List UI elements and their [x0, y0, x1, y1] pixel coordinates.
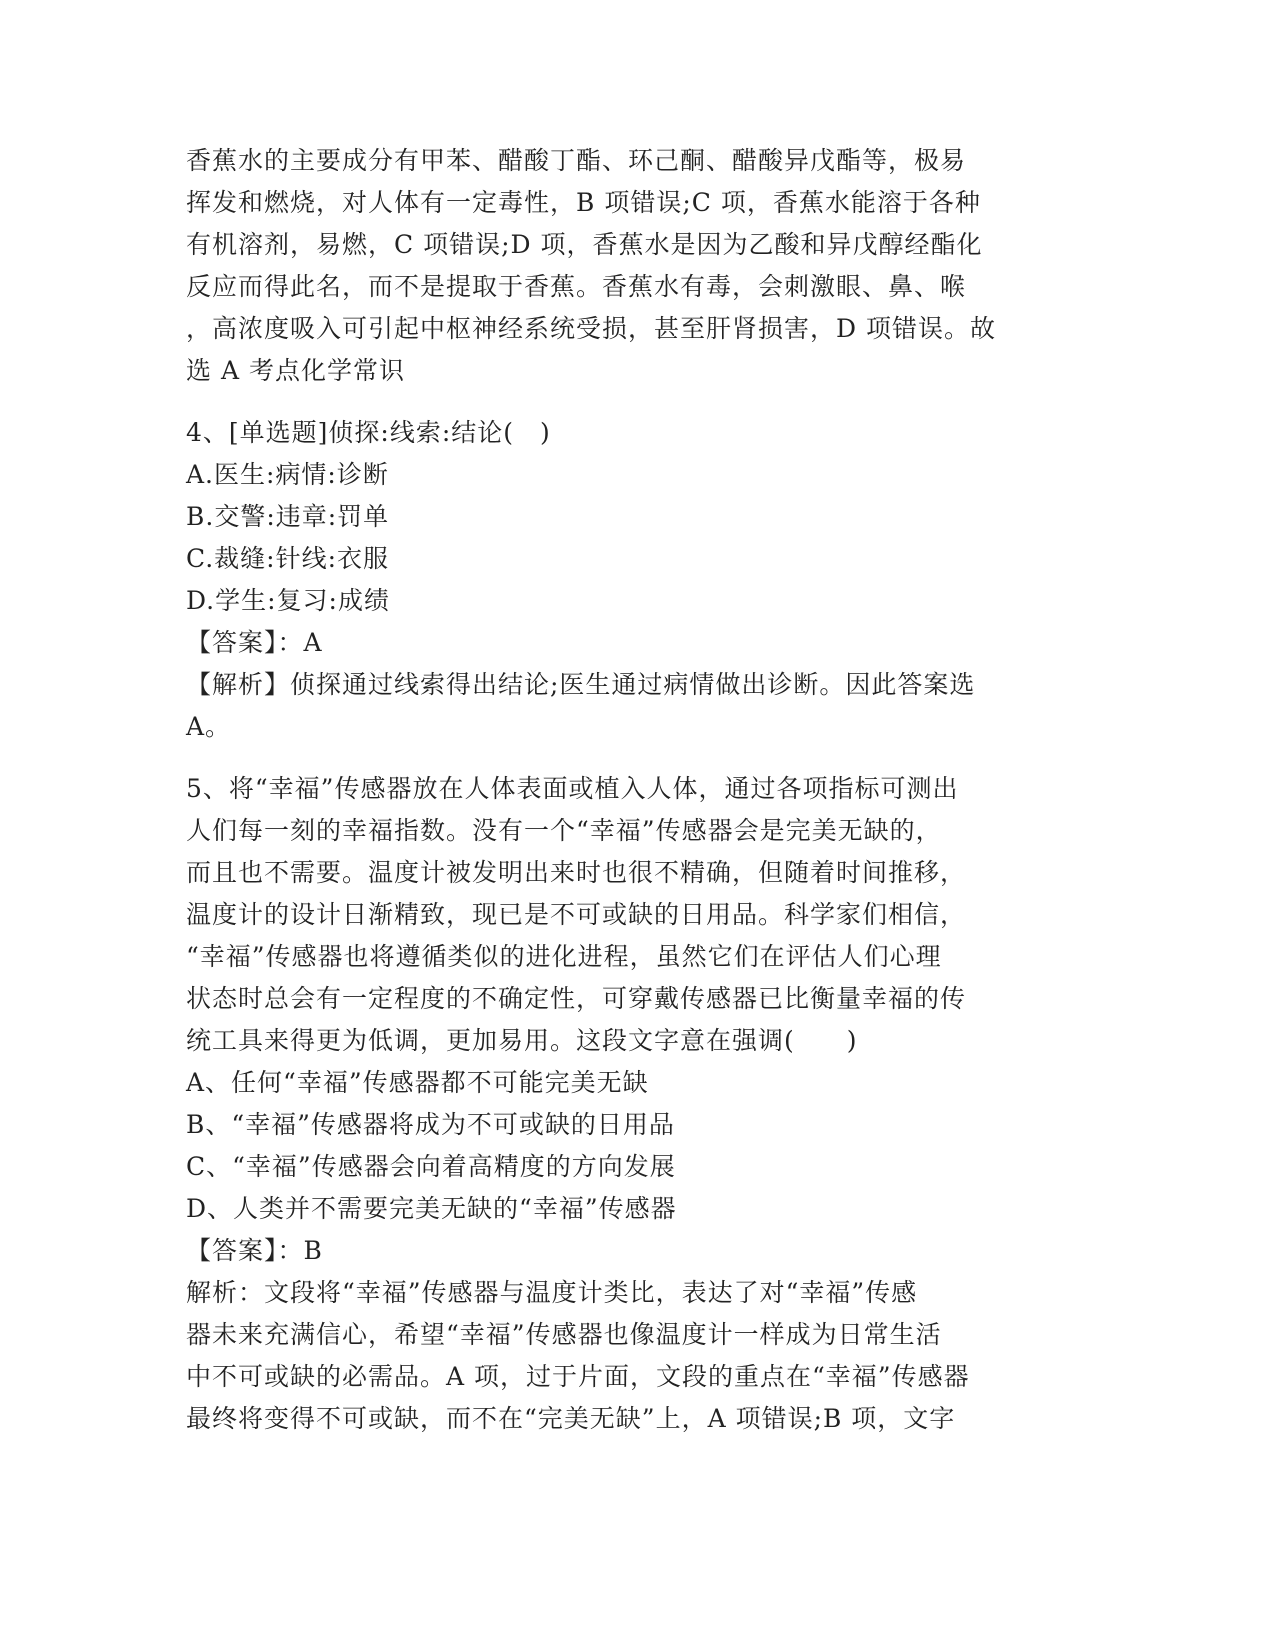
text-line: ，高浓度吸入可引起中枢神经系统受损，甚至肝肾损害，D 项错误。故 [186, 314, 996, 343]
question-4 [186, 412, 1066, 748]
option-a: A.医生:病情:诊断 [186, 460, 389, 489]
question-stem-line: 统工具来得更为低调，更加易用。这段文字意在强调( ) [186, 1026, 858, 1055]
spacer [186, 392, 1066, 412]
option-c: C、“幸福”传感器会向着高精度的方向发展 [186, 1152, 676, 1181]
previous-explanation [186, 140, 1066, 392]
spacer [186, 748, 1066, 768]
question-stem-line: “幸福”传感器也将遵循类似的进化进程，虽然它们在评估人们心理 [186, 942, 942, 971]
text-line: 香蕉水的主要成分有甲苯、醋酸丁酯、环己酮、醋酸异戊酯等，极易 [186, 146, 967, 175]
question-stem-line: 人们每一刻的幸福指数。没有一个“幸福”传感器会是完美无缺的， [186, 816, 942, 845]
question-stem: 4、[单选题]侦探:线索:结论( ) [186, 418, 551, 447]
question-stem-line: 温度计的设计日渐精致，现已是不可或缺的日用品。科学家们相信， [186, 900, 967, 929]
text-line: 有机溶剂，易燃，C 项错误;D 项，香蕉水是因为乙酸和异戊醇经酯化 [186, 230, 983, 259]
option-b: B.交警:违章:罚单 [186, 502, 390, 531]
question-stem-line: 5、将“幸福”传感器放在人体表面或植入人体，通过各项指标可测出 [186, 774, 959, 803]
text-line: 反应而得此名，而不是提取于香蕉。香蕉水有毒，会刺激眼、鼻、喉 [186, 272, 967, 301]
analysis-line: 中不可或缺的必需品。A 项，过于片面，文段的重点在“幸福”传感器 [186, 1362, 970, 1391]
analysis-line: A。 [186, 712, 232, 741]
document-page [186, 140, 1066, 1440]
question-stem-line: 状态时总会有一定程度的不确定性，可穿戴传感器已比衡量幸福的传 [186, 984, 967, 1013]
text-line: 挥发和燃烧，对人体有一定毒性，B 项错误;C 项，香蕉水能溶于各种 [186, 188, 981, 217]
option-d: D.学生:复习:成绩 [186, 586, 390, 615]
option-c: C.裁缝:针线:衣服 [186, 544, 390, 573]
question-stem-line: 而且也不需要。温度计被发明出来时也很不精确，但随着时间推移， [186, 858, 967, 887]
question-5 [186, 768, 1066, 1440]
answer: 【答案】：A [186, 628, 323, 657]
analysis-line: 器未来充满信心，希望“幸福”传感器也像温度计一样成为日常生活 [186, 1320, 942, 1349]
option-b: B、“幸福”传感器将成为不可或缺的日用品 [186, 1110, 675, 1139]
analysis-line: 【解析】侦探通过线索得出结论;医生通过病情做出诊断。因此答案选 [186, 670, 976, 699]
option-d: D、人类并不需要完美无缺的“幸福”传感器 [186, 1194, 677, 1223]
analysis-line: 解析：文段将“幸福”传感器与温度计类比，表达了对“幸福”传感 [186, 1278, 918, 1307]
option-a: A、任何“幸福”传感器都不可能完美无缺 [186, 1068, 649, 1097]
text-line: 选 A 考点化学常识 [186, 356, 405, 385]
analysis-line: 最终将变得不可或缺，而不在“完美无缺”上，A 项错误;B 项，文字 [186, 1404, 956, 1433]
answer: 【答案】：B [186, 1236, 323, 1265]
